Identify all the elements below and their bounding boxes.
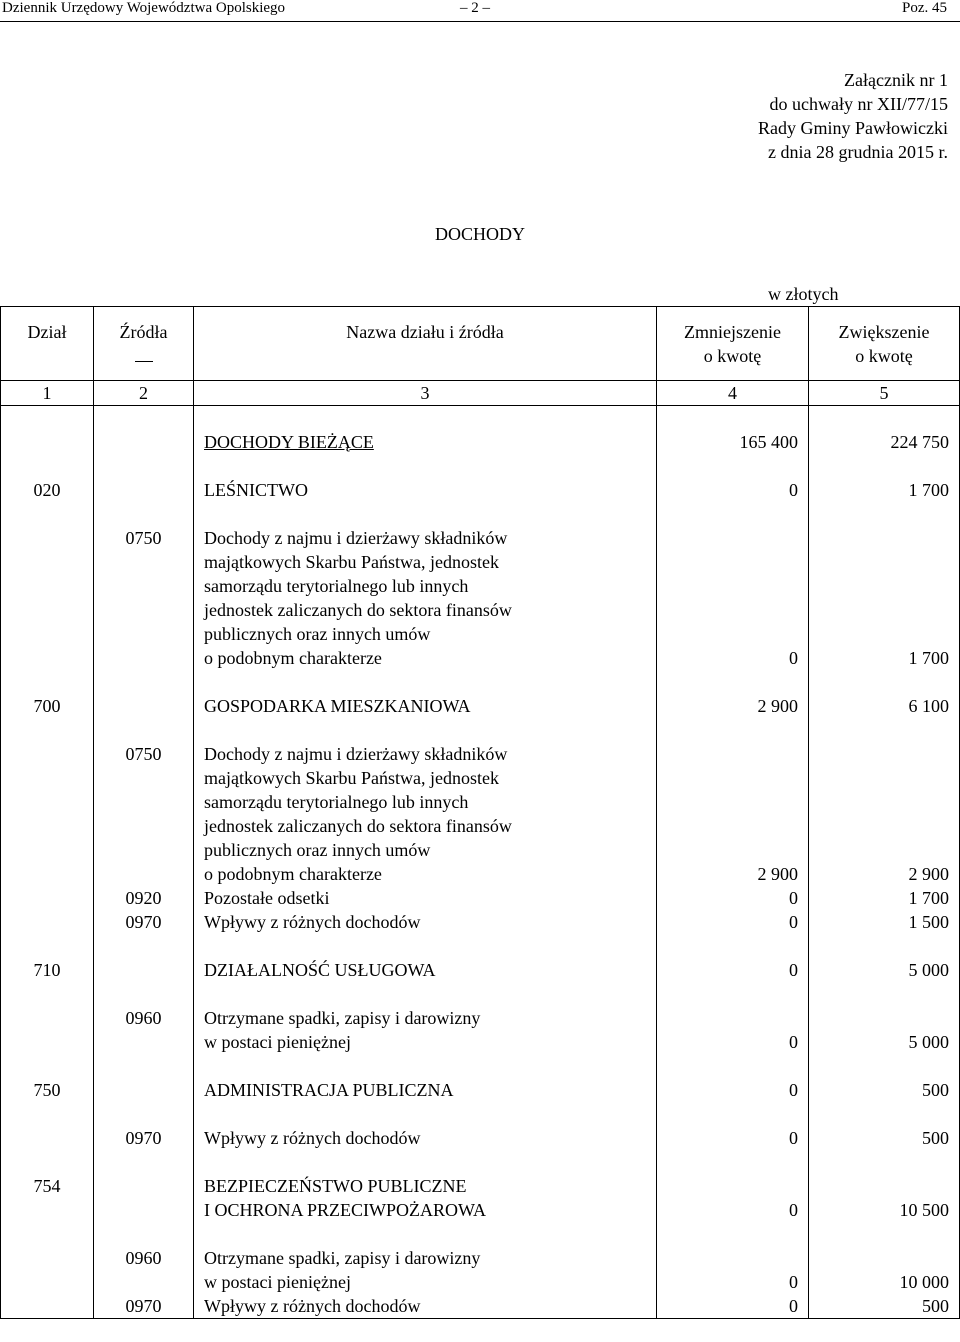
item-description [194,1006,657,1054]
item-increase: 2 900 [809,742,960,886]
item-description-line: Pozostałe odsetki [204,888,330,908]
section-row [1,478,960,502]
item-description-line: samorządu terytorialnego lub innych [204,792,469,812]
item-description-line: Otrzymane spadki, zapisy i darowizny [204,1248,481,1268]
section-decrease: 0 [657,478,809,502]
item-description-line: Wpływy z różnych dochodów [204,1128,421,1148]
item-row [1,886,960,910]
section-name [194,478,657,502]
section-code: 700 [1,694,94,718]
item-description-line: w postaci pieniężnej [204,1032,351,1052]
position-number: Poz. 45 [902,0,947,16]
item-increase: 10 000 [809,1246,960,1294]
journal-name: Dziennik Urzędowy Województwa Opolskiego [2,0,286,16]
item-increase: 1 700 [809,886,960,910]
page-number: – 2 – [460,0,490,16]
column-header-zwiekszenie: Zwiększenie o kwotę [809,307,960,381]
item-increase: 500 [809,1126,960,1150]
item-row [1,742,960,886]
item-code: 0970 [94,910,194,934]
column-number: 1 [1,381,94,406]
item-description-line: majątkowych Skarbu Państwa, jednostek [204,768,499,788]
item-description-line: jednostek zaliczanych do sektora finansów [204,816,512,836]
item-code: 0970 [94,1126,194,1150]
section-name-line: DZIAŁALNOŚĆ USŁUGOWA [204,960,436,980]
section-increase: 10 500 [809,1174,960,1222]
item-description-line: publicznych oraz innych umów [204,624,431,644]
item-description-line: publicznych oraz innych umów [204,840,431,860]
item-description-line: Otrzymane spadki, zapisy i darowizny [204,1008,481,1028]
item-decrease: 2 900 [657,742,809,886]
annex-line: Rady Gminy Pawłowiczki [758,118,948,138]
section-increase: 500 [809,1078,960,1102]
underscore-mark [135,357,153,362]
column-header-zmniejszenie: Zmniejszenie o kwotę [657,307,809,381]
item-decrease: 0 [657,1006,809,1054]
section-row [1,1078,960,1102]
item-row [1,1294,960,1319]
item-description-line: o podobnym charakterze [204,864,382,884]
item-row [1,1006,960,1054]
item-row [1,910,960,934]
item-description [194,1126,657,1150]
total-row [1,430,960,454]
annex-line: Załącznik nr 1 [844,70,948,90]
section-increase: 1 700 [809,478,960,502]
section-code: 750 [1,1078,94,1102]
item-description-line: Dochody z najmu i dzierżawy składników [204,528,508,548]
section-name-line: LEŚNICTWO [204,480,308,500]
item-code: 0970 [94,1294,194,1319]
section-code: 020 [1,478,94,502]
currency-unit: w złotych [768,284,839,304]
item-description-line: w postaci pieniężnej [204,1272,351,1292]
annex-line: z dnia 28 grudnia 2015 r. [768,142,948,162]
item-increase: 1 700 [809,526,960,670]
item-row [1,526,960,670]
total-name: DOCHODY BIEŻĄCE [194,430,657,454]
section-name [194,1078,657,1102]
column-number: 4 [657,381,809,406]
item-decrease: 0 [657,1126,809,1150]
item-increase: 1 500 [809,910,960,934]
document-title: DOCHODY [435,224,525,244]
item-code: 0920 [94,886,194,910]
item-decrease: 0 [657,886,809,910]
section-row [1,694,960,718]
section-code: 754 [1,1174,94,1222]
section-code: 710 [1,958,94,982]
section-name-line: BEZPIECZEŃSTWO PUBLICZNE [204,1176,467,1196]
section-increase: 6 100 [809,694,960,718]
item-code: 0960 [94,1006,194,1054]
column-header-zrodla: Źródła [94,307,194,381]
item-description-line: Dochody z najmu i dzierżawy składników [204,744,508,764]
section-name [194,694,657,718]
section-name [194,1174,657,1222]
column-header-nazwa: Nazwa działu i źródła [194,307,657,381]
item-description [194,910,657,934]
section-row [1,1174,960,1222]
item-description-line: jednostek zaliczanych do sektora finansów [204,600,512,620]
item-row [1,1126,960,1150]
item-decrease: 0 [657,526,809,670]
item-code: 0960 [94,1246,194,1294]
annex-line: do uchwały nr XII/77/15 [769,94,948,114]
annex-block [758,68,948,164]
section-decrease: 0 [657,1078,809,1102]
item-description-line: Wpływy z różnych dochodów [204,912,421,932]
item-description [194,526,657,670]
section-row [1,958,960,982]
item-description-line: majątkowych Skarbu Państwa, jednostek [204,552,499,572]
item-increase: 500 [809,1294,960,1319]
section-name-line: ADMINISTRACJA PUBLICZNA [204,1080,454,1100]
section-name-line: GOSPODARKA MIESZKANIOWA [204,696,471,716]
total-decrease: 165 400 [657,430,809,454]
item-code: 0750 [94,742,194,886]
item-decrease: 0 [657,910,809,934]
item-increase: 5 000 [809,1006,960,1054]
column-number: 2 [94,381,194,406]
section-name [194,958,657,982]
item-decrease: 0 [657,1294,809,1319]
item-row [1,1246,960,1294]
item-description [194,742,657,886]
item-decrease: 0 [657,1246,809,1294]
item-description [194,886,657,910]
column-header-dzial: Dział [1,307,94,381]
item-description [194,1246,657,1294]
total-increase: 224 750 [809,430,960,454]
column-number: 5 [809,381,960,406]
item-description-line: Wpływy z różnych dochodów [204,1296,421,1316]
column-number: 3 [194,381,657,406]
item-description-line: samorządu terytorialnego lub innych [204,576,469,596]
section-decrease: 0 [657,958,809,982]
header-divider [0,21,960,22]
section-decrease: 0 [657,1174,809,1222]
section-decrease: 2 900 [657,694,809,718]
item-code: 0750 [94,526,194,670]
section-name-line: I OCHRONA PRZECIWPOŻAROWA [204,1200,487,1220]
item-description [194,1294,657,1319]
revenue-table [0,306,960,1319]
section-increase: 5 000 [809,958,960,982]
item-description-line: o podobnym charakterze [204,648,382,668]
